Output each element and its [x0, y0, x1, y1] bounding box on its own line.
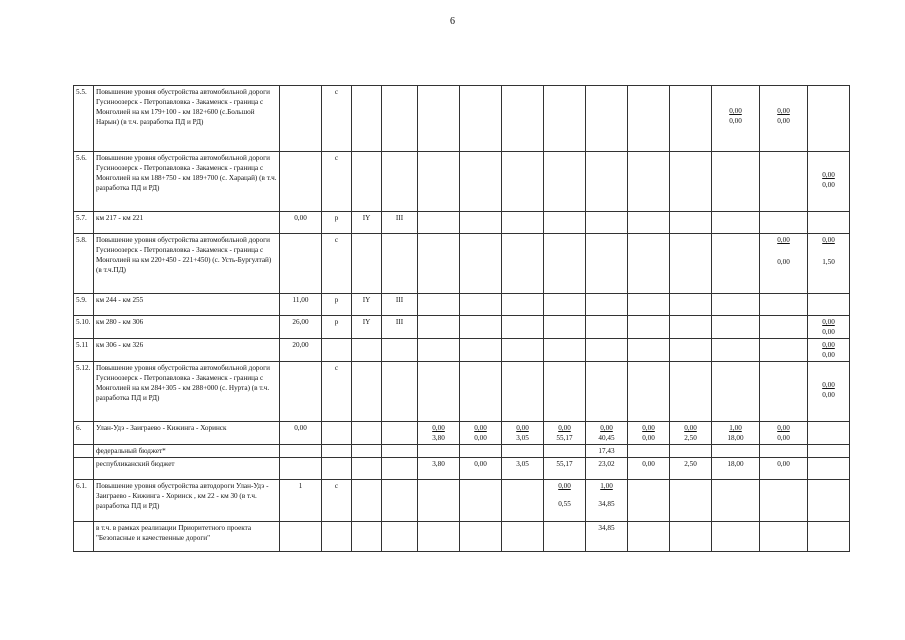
length-cell: 0,00	[280, 212, 322, 234]
row-number-cell: 5.5.	[74, 86, 94, 152]
value-cell	[670, 422, 712, 445]
class-cell	[382, 362, 418, 422]
value-cell	[502, 294, 544, 316]
class-cell	[382, 234, 418, 294]
value-upper: 0,00	[822, 381, 835, 389]
value-cell	[670, 86, 712, 152]
value-cell	[544, 480, 586, 522]
category-cell: IY	[352, 212, 382, 234]
value-cell: 0,00	[628, 458, 670, 480]
value-lower: 55,17	[556, 434, 573, 442]
row-number-cell: 5.11	[74, 339, 94, 362]
row-number-cell: 5.9.	[74, 294, 94, 316]
work-type-cell	[322, 422, 352, 445]
value-cell	[586, 152, 628, 212]
value-cell	[586, 294, 628, 316]
value-cell	[760, 316, 808, 339]
category-cell	[352, 234, 382, 294]
row-number-cell	[74, 522, 94, 552]
value-cell: 23,02	[586, 458, 628, 480]
value-upper: 0,00	[729, 107, 742, 115]
length-cell	[280, 458, 322, 480]
value-lower: 3,80	[432, 434, 445, 442]
value-lower: 0,00	[642, 434, 655, 442]
value-lower: 40,45	[598, 434, 615, 442]
value-cell	[670, 362, 712, 422]
value-cell	[460, 522, 502, 552]
work-type-cell	[322, 339, 352, 362]
value-upper: 0,00	[558, 482, 571, 490]
class-cell	[382, 445, 418, 458]
value-cell	[760, 362, 808, 422]
table-row	[74, 86, 850, 152]
category-cell	[352, 339, 382, 362]
class-cell	[382, 339, 418, 362]
row-name-cell: в т.ч. в рамках реализации Приоритетного проекта "Безопасные и качественные дороги"	[94, 522, 280, 552]
row-name-cell: Улан-Удэ - Заиграево - Кижинга - Хоринск	[94, 422, 280, 445]
value-cell	[502, 152, 544, 212]
row-name-cell: Повышение уровня обустройства автомобильной дороги Гусиноозерск - Петропавловка - Закаменск - граница с Монголией на км 179+100 - км 182+600 (с.Большой Нарын) (в т.ч. разработка ПД и РД)	[94, 86, 280, 152]
value-cell	[586, 234, 628, 294]
value-cell	[628, 234, 670, 294]
value-cell	[460, 362, 502, 422]
value-cell	[460, 234, 502, 294]
work-type-cell: с	[322, 152, 352, 212]
value-cell	[460, 422, 502, 445]
value-upper: 0,00	[474, 424, 487, 432]
value-cell	[712, 480, 760, 522]
value-cell	[760, 445, 808, 458]
value-lower: 0,00	[777, 117, 790, 125]
row-name-cell: федеральный бюджет*	[94, 445, 280, 458]
value-lower: 0,00	[822, 351, 835, 359]
value-lower: 0,00	[777, 434, 790, 442]
value-cell	[808, 316, 850, 339]
value-cell	[544, 212, 586, 234]
work-type-cell: с	[322, 86, 352, 152]
value-lower: 18,00	[727, 434, 744, 442]
value-cell	[460, 86, 502, 152]
value-upper: 0,00	[777, 236, 790, 244]
value-cell	[502, 422, 544, 445]
value-cell	[544, 362, 586, 422]
value-cell	[760, 339, 808, 362]
value-cell	[628, 152, 670, 212]
value-cell	[418, 339, 460, 362]
value-cell	[586, 480, 628, 522]
category-cell: IY	[352, 294, 382, 316]
work-type-cell: р	[322, 316, 352, 339]
value-lower: 34,85	[598, 500, 615, 508]
row-number-cell: 6.	[74, 422, 94, 445]
value-cell: 3,80	[418, 458, 460, 480]
value-cell	[418, 212, 460, 234]
value-cell: 34,85	[586, 522, 628, 552]
value-cell	[760, 234, 808, 294]
row-name-cell: Повышение уровня обустройства автомобильной дороги Гусиноозерск - Петропавловка - Закаменск - граница с Монголией на км 284+305 - км 288+000 (с. Нурта) (в т.ч. разработка ПД и РД)	[94, 362, 280, 422]
value-upper: 0,00	[822, 236, 835, 244]
value-cell	[760, 294, 808, 316]
class-cell: III	[382, 294, 418, 316]
work-type-cell	[322, 522, 352, 552]
value-cell	[712, 212, 760, 234]
row-number-cell	[74, 445, 94, 458]
value-cell	[712, 445, 760, 458]
value-cell	[760, 522, 808, 552]
value-cell	[670, 152, 712, 212]
row-number-cell: 5.7.	[74, 212, 94, 234]
value-cell	[460, 294, 502, 316]
value-lower: 0,00	[822, 391, 835, 399]
value-cell	[712, 422, 760, 445]
work-type-cell: р	[322, 294, 352, 316]
value-cell	[544, 316, 586, 339]
value-cell	[628, 522, 670, 552]
row-number-cell: 5.6.	[74, 152, 94, 212]
value-cell	[502, 339, 544, 362]
work-type-cell	[322, 458, 352, 480]
value-cell	[670, 234, 712, 294]
value-cell	[586, 212, 628, 234]
row-name-cell: км 306 - км 326	[94, 339, 280, 362]
value-cell	[586, 362, 628, 422]
value-upper: 0,00	[822, 318, 835, 326]
class-cell	[382, 458, 418, 480]
value-cell	[418, 522, 460, 552]
value-cell	[460, 480, 502, 522]
value-cell	[418, 316, 460, 339]
class-cell: III	[382, 212, 418, 234]
value-cell	[808, 152, 850, 212]
value-cell	[808, 458, 850, 480]
value-lower: 0,00	[777, 258, 790, 266]
work-type-cell: с	[322, 362, 352, 422]
row-name-cell: км 217 - км 221	[94, 212, 280, 234]
table-row	[74, 480, 850, 522]
work-type-cell: р	[322, 212, 352, 234]
value-cell	[418, 445, 460, 458]
value-cell	[586, 339, 628, 362]
table-row	[74, 422, 850, 445]
value-cell	[418, 152, 460, 212]
value-cell	[670, 480, 712, 522]
value-lower: 0,00	[822, 328, 835, 336]
row-number-cell: 6.1.	[74, 480, 94, 522]
value-lower: 1,50	[822, 258, 835, 266]
value-cell	[712, 294, 760, 316]
length-cell	[280, 445, 322, 458]
value-cell	[712, 234, 760, 294]
table-row	[74, 294, 850, 316]
value-cell	[544, 294, 586, 316]
value-cell	[628, 422, 670, 445]
value-cell	[628, 294, 670, 316]
value-cell	[628, 212, 670, 234]
value-upper: 0,00	[822, 341, 835, 349]
row-name-cell: Повышение уровня обустройства автомобильной дороги Гусиноозерск - Петропавловка - Закаменск - граница с Монголией на км 220+450 - 221+450) (с. Усть-Бургултай) (в т.ч.ПД)	[94, 234, 280, 294]
value-upper: 0,00	[684, 424, 697, 432]
value-cell	[808, 422, 850, 445]
value-cell	[670, 522, 712, 552]
value-upper: 1,00	[729, 424, 742, 432]
value-cell	[628, 480, 670, 522]
value-cell	[502, 212, 544, 234]
value-cell	[586, 422, 628, 445]
value-cell	[502, 522, 544, 552]
value-upper: 0,00	[822, 171, 835, 179]
value-cell	[502, 362, 544, 422]
table-row	[74, 316, 850, 339]
value-cell	[418, 480, 460, 522]
class-cell	[382, 480, 418, 522]
row-number-cell: 5.10.	[74, 316, 94, 339]
length-cell: 26,00	[280, 316, 322, 339]
value-lower: 0,00	[474, 434, 487, 442]
value-cell	[760, 212, 808, 234]
table-row	[74, 152, 850, 212]
length-cell: 1	[280, 480, 322, 522]
value-cell	[670, 212, 712, 234]
value-cell	[628, 316, 670, 339]
value-cell	[628, 86, 670, 152]
value-cell	[712, 362, 760, 422]
length-cell	[280, 234, 322, 294]
row-name-cell: Повышение уровня обустройства автомобильной дороги Гусиноозерск - Петропавловка - Закаменск - граница с Монголией на км 188+750 - км 189+700 (с. Харацай) (в т.ч. разработка ПД и РД)	[94, 152, 280, 212]
value-cell	[586, 316, 628, 339]
value-cell	[418, 362, 460, 422]
value-cell	[460, 445, 502, 458]
value-lower: 2,50	[684, 434, 697, 442]
value-cell	[460, 212, 502, 234]
value-cell	[628, 445, 670, 458]
value-upper: 0,00	[777, 107, 790, 115]
length-cell: 11,00	[280, 294, 322, 316]
value-cell	[712, 152, 760, 212]
value-lower: 0,00	[729, 117, 742, 125]
value-cell	[760, 152, 808, 212]
value-cell	[808, 445, 850, 458]
category-cell: IY	[352, 316, 382, 339]
value-cell	[808, 86, 850, 152]
row-name-cell: республиканский бюджет	[94, 458, 280, 480]
value-cell	[502, 234, 544, 294]
value-cell	[808, 294, 850, 316]
page-number: 6	[450, 16, 455, 27]
length-cell	[280, 362, 322, 422]
work-type-cell	[322, 445, 352, 458]
value-cell: 0,00	[760, 458, 808, 480]
value-cell: 3,05	[502, 458, 544, 480]
value-upper: 1,00	[600, 482, 613, 490]
value-cell	[418, 86, 460, 152]
class-cell	[382, 422, 418, 445]
value-cell	[760, 86, 808, 152]
category-cell	[352, 362, 382, 422]
table-row	[74, 234, 850, 294]
category-cell	[352, 445, 382, 458]
value-cell	[544, 422, 586, 445]
class-cell	[382, 522, 418, 552]
row-name-cell: км 280 - км 306	[94, 316, 280, 339]
length-cell: 0,00	[280, 422, 322, 445]
value-cell	[808, 480, 850, 522]
work-type-cell: с	[322, 234, 352, 294]
value-cell: 2,50	[670, 458, 712, 480]
category-cell	[352, 458, 382, 480]
value-upper: 0,00	[600, 424, 613, 432]
value-cell	[418, 294, 460, 316]
value-cell	[544, 522, 586, 552]
work-type-cell: с	[322, 480, 352, 522]
table-row	[74, 212, 850, 234]
program-table	[73, 85, 850, 552]
value-upper: 0,00	[432, 424, 445, 432]
table-row	[74, 362, 850, 422]
value-cell	[544, 445, 586, 458]
value-cell	[418, 422, 460, 445]
value-lower: 0,00	[822, 181, 835, 189]
value-lower: 3,05	[516, 434, 529, 442]
row-name-cell: Повышение уровня обустройства автодороги Улан-Удэ - Заиграево - Кижинга - Хоринск , км 22 - км 30 (в т.ч. разработка ПД и РД)	[94, 480, 280, 522]
table-row	[74, 522, 850, 552]
table-row	[74, 458, 850, 480]
value-cell	[712, 522, 760, 552]
value-cell	[544, 339, 586, 362]
value-lower: 0,55	[558, 500, 571, 508]
table-row	[74, 445, 850, 458]
value-cell	[460, 152, 502, 212]
value-cell: 0,00	[460, 458, 502, 480]
class-cell: III	[382, 316, 418, 339]
value-cell	[712, 339, 760, 362]
value-cell	[808, 339, 850, 362]
value-upper: 0,00	[777, 424, 790, 432]
table-row	[74, 339, 850, 362]
value-cell	[670, 294, 712, 316]
value-cell	[502, 445, 544, 458]
value-cell	[502, 480, 544, 522]
value-upper: 0,00	[642, 424, 655, 432]
value-cell	[544, 152, 586, 212]
value-cell: 18,00	[712, 458, 760, 480]
value-cell	[544, 86, 586, 152]
category-cell	[352, 152, 382, 212]
value-cell	[670, 339, 712, 362]
value-cell	[628, 339, 670, 362]
value-cell	[670, 445, 712, 458]
value-cell	[808, 362, 850, 422]
value-cell	[418, 234, 460, 294]
value-cell: 55,17	[544, 458, 586, 480]
value-upper: 0,00	[558, 424, 571, 432]
value-cell	[460, 339, 502, 362]
row-number-cell: 5.8.	[74, 234, 94, 294]
value-cell	[712, 316, 760, 339]
row-number-cell	[74, 458, 94, 480]
value-cell	[760, 480, 808, 522]
category-cell	[352, 480, 382, 522]
value-cell	[628, 362, 670, 422]
category-cell	[352, 522, 382, 552]
value-cell	[586, 86, 628, 152]
value-upper: 0,00	[516, 424, 529, 432]
value-cell	[502, 316, 544, 339]
row-number-cell: 5.12.	[74, 362, 94, 422]
class-cell	[382, 152, 418, 212]
value-cell: 17,43	[586, 445, 628, 458]
row-name-cell: км 244 - км 255	[94, 294, 280, 316]
value-cell	[460, 316, 502, 339]
value-cell	[808, 522, 850, 552]
value-cell	[808, 234, 850, 294]
category-cell	[352, 422, 382, 445]
length-cell	[280, 522, 322, 552]
class-cell	[382, 86, 418, 152]
value-cell	[502, 86, 544, 152]
value-cell	[808, 212, 850, 234]
length-cell	[280, 86, 322, 152]
value-cell	[670, 316, 712, 339]
value-cell	[544, 234, 586, 294]
value-cell	[760, 422, 808, 445]
length-cell: 20,00	[280, 339, 322, 362]
value-cell	[712, 86, 760, 152]
length-cell	[280, 152, 322, 212]
category-cell	[352, 86, 382, 152]
